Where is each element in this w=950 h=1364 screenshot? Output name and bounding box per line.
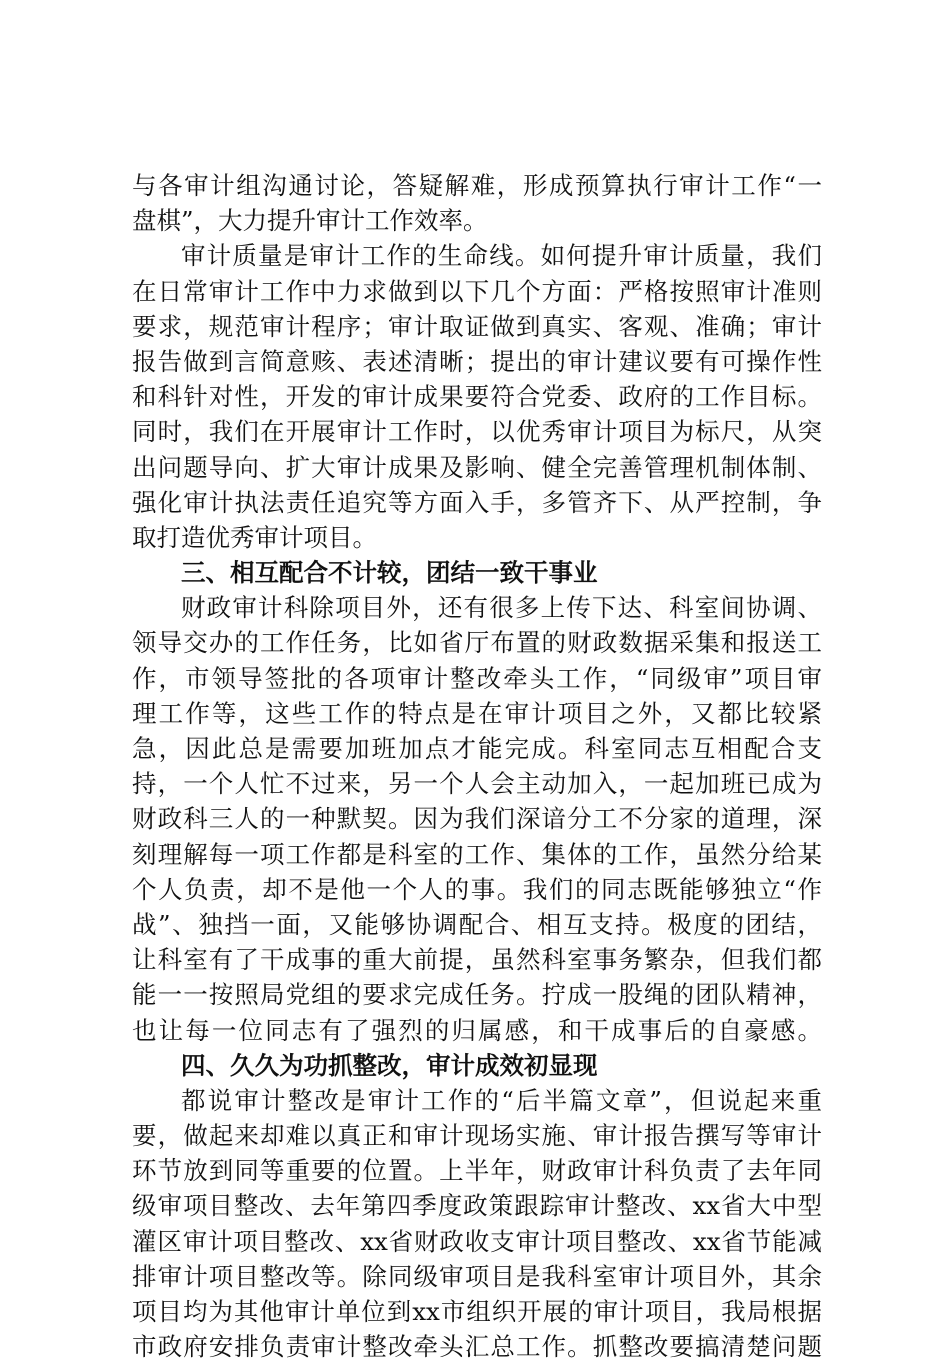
paragraph-line: 也让每一位同志有了强烈的归属感，和干成事后的自豪感。 — [132, 1015, 822, 1045]
section-heading: 四、久久为功抓整改，审计成效初显现 — [181, 1050, 598, 1080]
paragraph-line: 让科室有了干成事的重大前提，虽然科室事务繁杂，但我们都 — [132, 945, 822, 975]
section-heading: 三、相互配合不计较，团结一致干事业 — [181, 558, 598, 588]
paragraph-line: 领导交办的工作任务，比如省厅布置的财政数据采集和报送工 — [132, 628, 822, 658]
paragraph-line: 财政审计科除项目外，还有很多上传下达、科室间协调、 — [181, 593, 822, 623]
paragraph-line: 审计质量是审计工作的生命线。如何提升审计质量，我们 — [181, 241, 822, 271]
paragraph-line: 盘棋”，大力提升审计工作效率。 — [132, 206, 488, 236]
paragraph-line: 刻理解每一项工作都是科室的工作、集体的工作，虽然分给某 — [132, 839, 822, 869]
paragraph-line: 市政府安排负责审计整改牵头汇总工作。抓整改要搞清楚问题 — [132, 1332, 822, 1362]
paragraph-line: 理工作等，这些工作的特点是在审计项目之外，又都比较紧 — [132, 698, 822, 728]
paragraph-line: 级审项目整改、去年第四季度政策跟踪审计整改、xx省大中型 — [132, 1191, 822, 1221]
paragraph-line: 出问题导向、扩大审计成果及影响、健全完善管理机制体制、 — [132, 452, 822, 482]
paragraph-line: 持，一个人忙不过来，另一个人会主动加入，一起加班已成为 — [132, 769, 822, 799]
paragraph-line: 急，因此总是需要加班加点才能完成。科室同志互相配合支 — [132, 734, 822, 763]
paragraph-line: 和科针对性，开发的审计成果要符合党委、政府的工作目标。 — [132, 382, 822, 412]
paragraph-line: 取打造优秀审计项目。 — [132, 522, 377, 552]
paragraph-line: 能一一按照局党组的要求完成任务。拧成一股绳的团队精神， — [132, 980, 822, 1010]
paragraph-line: 个人负责，却不是他一个人的事。我们的同志既能够独立“作 — [132, 874, 822, 904]
paragraph-line: 环节放到同等重要的位置。上半年，财政审计科负责了去年同 — [132, 1156, 822, 1186]
paragraph-line: 要求，规范审计程序；审计取证做到真实、客观、准确；审计 — [132, 311, 822, 341]
paragraph-line: 战”、独挡一面，又能够协调配合、相互支持。极度的团结， — [132, 909, 822, 939]
paragraph-line: 排审计项目整改等。除同级审项目是我科室审计项目外，其余 — [132, 1261, 822, 1291]
document-body — [132, 168, 822, 1364]
paragraph-line: 灌区审计项目整改、xx省财政收支审计项目整改、xx省节能减 — [132, 1226, 822, 1256]
paragraph-line: 作，市领导签批的各项审计整改牵头工作，“同级审”项目审 — [132, 663, 822, 693]
paragraph-line: 在日常审计工作中力求做到以下几个方面：严格按照审计准则 — [132, 276, 822, 306]
paragraph-line: 财政科三人的一种默契。因为我们深谙分工不分家的道理，深 — [132, 804, 822, 834]
paragraph-line: 项目均为其他审计单位到xx市组织开展的审计项目，我局根据 — [132, 1297, 822, 1326]
paragraph-line: 都说审计整改是审计工作的“后半篇文章”，但说起来重 — [181, 1085, 822, 1115]
paragraph-line: 要，做起来却难以真正和审计现场实施、审计报告撰写等审计 — [132, 1121, 822, 1151]
paragraph-line: 同时，我们在开展审计工作时，以优秀审计项目为标尺，从突 — [132, 417, 822, 447]
paragraph-line: 与各审计组沟通讨论，答疑解难，形成预算执行审计工作“一 — [132, 171, 822, 200]
paragraph-line: 报告做到言简意赅、表述清晰；提出的审计建议要有可操作性 — [132, 346, 822, 376]
paragraph-line: 强化审计执法责任追究等方面入手，多管齐下、从严控制，争 — [132, 487, 822, 517]
